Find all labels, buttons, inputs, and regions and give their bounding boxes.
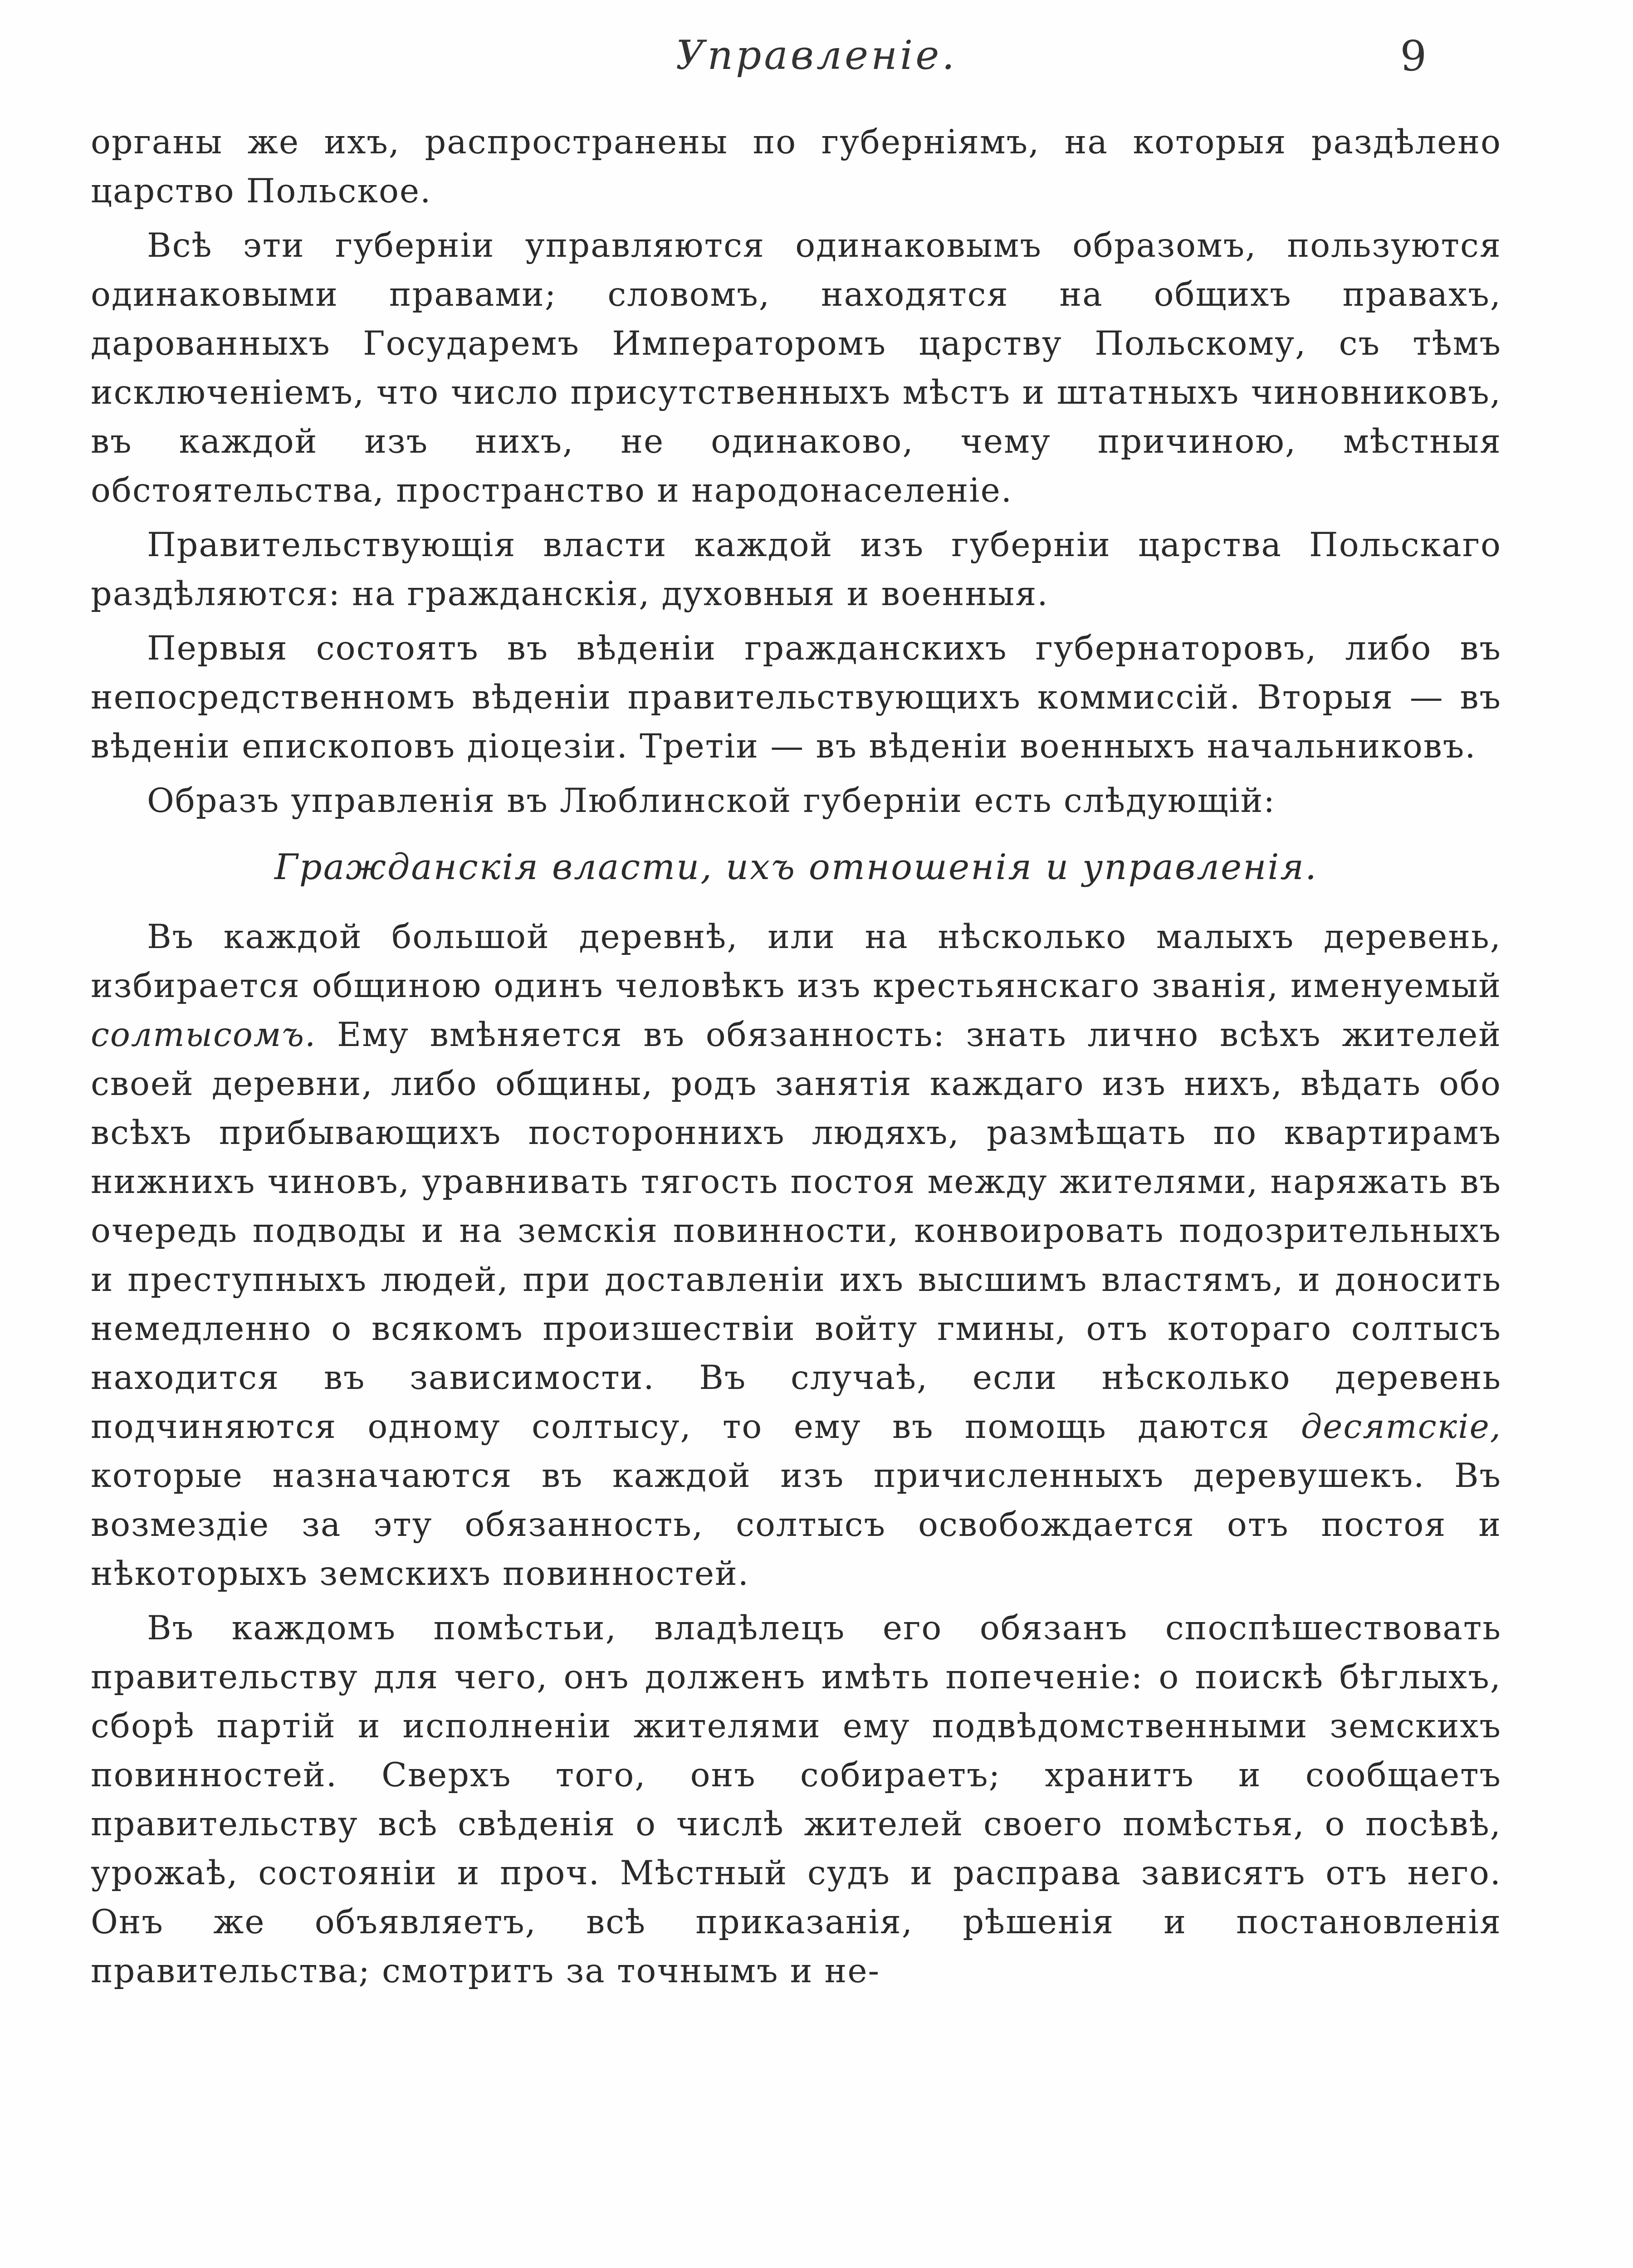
paragraph-lublin-intro: Образъ управленія въ Люблинской губерніи есть слѣдующій: bbox=[147, 782, 1276, 820]
term-desyatskie: десятскіе, bbox=[1301, 1408, 1501, 1446]
paragraph-estate-owner: Въ каждомъ помѣстьи, владѣлецъ его обязанъ споспѣшествовать правительству для чего, онъ долженъ имѣть попеченіе: о поискѣ бѣглыхъ, сборѣ партій и исполненіи жителями ему подвѣдомственными земскихъ повинностей. Сверхъ того, онъ собираетъ; хранитъ и сообщаетъ правительству всѣ свѣденія о числѣ жителей своего помѣстья, о посѣвѣ, урожаѣ, состояніи и проч. Мѣстный судъ и расправа зависятъ отъ него. Онъ же объявляетъ, всѣ приказанія, рѣшенія и постановленія правительства; смотритъ за точнымъ и не- bbox=[91, 1609, 1501, 1990]
body-text bbox=[91, 118, 1501, 2001]
soltys-text-b: Ему вмѣняется въ обязанность: знать лично всѣхъ жителей своей деревни, либо общины, родъ занятія каждаго изъ нихъ, вѣдать обо всѣхъ прибывающихъ постороннихъ людяхъ, размѣщать по квартирамъ нижнихъ чиновъ, уравнивать тягость постоя между жителями, наряжать въ очередь подводы и на земскія повинности, конвоировать подозрительныхъ и преступныхъ людей, при доставленіи ихъ высшимъ властямъ, и доносить немедленно о всякомъ произшествіи войту гмины, отъ котораго солтысъ находится въ зависимости. Въ случаѣ, если нѣсколько деревень подчиняются одному солтысу, то ему въ помощь даются bbox=[91, 1016, 1501, 1446]
running-title: Управленіе. bbox=[675, 32, 958, 78]
paragraph-governance-uniformity: Всѣ эти губерніи управляются одинаковымъ образомъ, пользуются одинаковыми правами; словомъ, находятся на общихъ правахъ, дарованныхъ Государемъ Императоромъ царству Польскому, съ тѣмъ исключеніемъ, что число присутственныхъ мѣстъ и штатныхъ чиновниковъ, въ каждой изъ нихъ, не одинаково, чему причиною, мѣстныя обстоятельства, пространство и народонаселеніе. bbox=[91, 226, 1501, 510]
term-soltys: солтысомъ. bbox=[91, 1016, 317, 1054]
paragraph-continuation: органы же ихъ, распространены по губерніямъ, на которыя раздѣлено царство Польское. bbox=[91, 123, 1501, 210]
page-number: 9 bbox=[1400, 32, 1427, 80]
page-header bbox=[0, 32, 1633, 95]
paragraph-authorities-division: Правительствующія власти каждой изъ губерніи царства Польскаго раздѣляются: на гражданскія, духовныя и военныя. bbox=[91, 526, 1501, 613]
paragraph-authorities-jurisdiction: Первыя состоятъ въ вѣденіи гражданскихъ губернаторовъ, либо въ непосредственномъ вѣденіи правительствующихъ коммиссій. Вторыя — въ вѣденіи епископовъ діоцезіи. Третіи — въ вѣденіи военныхъ начальниковъ. bbox=[91, 629, 1501, 766]
soltys-text-a: Въ каждой большой деревнѣ, или на нѣсколько малыхъ деревень, избирается общиною одинъ человѣкъ изъ крестьянскаго званія, именуемый bbox=[91, 918, 1501, 1005]
paragraph-soltys bbox=[91, 913, 1501, 1598]
soltys-text-c: которые назначаются въ каждой изъ причисленныхъ деревушекъ. Въ возмездіе за эту обязанность, солтысъ освобождается отъ постоя и нѣкоторыхъ земскихъ повинностей. bbox=[91, 1457, 1501, 1593]
section-heading: Гражданскія власти, ихъ отношенія и управленія. bbox=[274, 847, 1318, 888]
